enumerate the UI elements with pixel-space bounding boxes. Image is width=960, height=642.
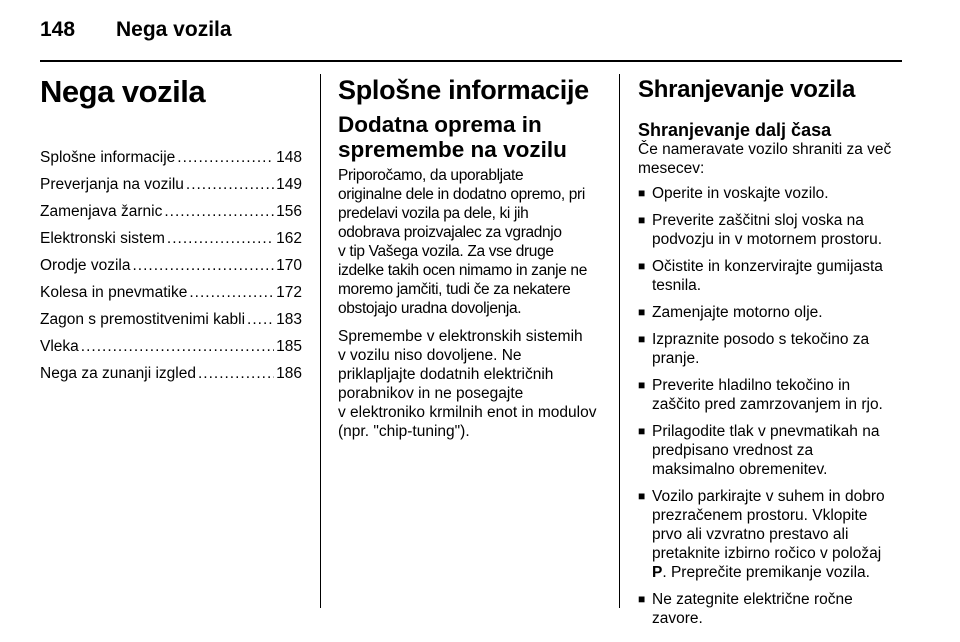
checklist-item <box>638 487 904 582</box>
text-line: podvozju in v motornem prostoru. <box>652 231 883 248</box>
general-info-column <box>338 74 604 450</box>
text-line: Priporočamo, da uporabljate <box>338 167 524 184</box>
text-line: pretaknite izbirno ročico v položaj <box>652 545 882 562</box>
toc-leader <box>164 202 274 221</box>
toc-page-number: 148 <box>276 149 302 166</box>
checklist-item <box>638 590 904 628</box>
text-line: v elektroniko krmilnih enot in modulov <box>338 404 597 421</box>
checklist-item <box>638 303 904 322</box>
toc-leader <box>189 283 274 302</box>
bullet-square-icon: ■ <box>638 186 646 200</box>
gear-position-label: P <box>652 564 663 581</box>
toc-label: Vleka <box>40 338 79 355</box>
bullet-square-icon: ■ <box>638 489 646 503</box>
text-line: v tip Vašega vozila. Za vse druge <box>338 243 554 260</box>
toc-page-number: 183 <box>276 311 302 328</box>
toc-label: Zagon s premostitvenimi kabli <box>40 311 246 328</box>
checklist-item <box>638 422 904 479</box>
text-line: priklapljajte dodatnih električnih <box>338 366 554 383</box>
column-divider-2 <box>619 74 620 608</box>
toc-page-number: 162 <box>276 230 302 247</box>
toc-leader <box>167 229 274 248</box>
checklist-item <box>638 376 904 414</box>
text-line: . Preprečite premikanje vozila. <box>662 564 870 581</box>
toc-label: Preverjanja na vozilu <box>40 176 184 193</box>
storage-column <box>638 74 904 636</box>
text-line: moremo jamčiti, tudi če za nekatere <box>338 281 571 298</box>
chapter-column <box>40 74 302 391</box>
paragraph-accessories <box>338 166 604 318</box>
toc-leader <box>198 364 274 383</box>
toc-leader <box>177 148 274 167</box>
text-line: Ne zategnite električne ročne <box>652 591 853 608</box>
text-line: zaščito pred zamrzovanjem in rjo. <box>652 396 883 413</box>
paragraph-electronics <box>338 327 604 441</box>
text-line: Preverite hladilno tekočino in <box>652 377 851 394</box>
toc-label: Orodje vozila <box>40 257 131 274</box>
section-title: Splošne informacije <box>338 75 589 105</box>
checklist-item <box>638 257 904 295</box>
text-line: zavore. <box>652 610 703 627</box>
running-title: Nega vozila <box>116 18 232 41</box>
toc-leader <box>247 310 274 329</box>
chapter-title: Nega vozila <box>40 74 206 109</box>
toc-label: Nega za zunanji izgled <box>40 365 196 382</box>
toc-page-number: 185 <box>276 338 302 355</box>
text-line: Spremembe v elektronskih sistemih <box>338 328 583 345</box>
text-line: izdelke takih ocen nimamo in zanje ne <box>338 262 587 279</box>
toc-entry[interactable] <box>40 337 302 356</box>
text-line: v vozilu niso dovoljene. Ne <box>338 347 522 364</box>
header-rule <box>40 60 902 62</box>
page-number: 148 <box>40 18 76 41</box>
toc-page-number: 172 <box>276 284 302 301</box>
text-line: Operite in voskajte vozilo. <box>652 185 829 202</box>
text-line: predpisano vrednost za <box>652 442 814 459</box>
text-line: predelavi vozila pa dele, ki jih <box>338 205 529 222</box>
bullet-square-icon: ■ <box>638 213 646 227</box>
checklist-item <box>638 211 904 249</box>
toc-entry[interactable] <box>40 310 302 329</box>
text-line: obstojajo uradna dovoljenja. <box>338 300 522 317</box>
toc-entry[interactable] <box>40 148 302 167</box>
toc-label: Kolesa in pnevmatike <box>40 284 188 301</box>
bullet-square-icon: ■ <box>638 332 646 346</box>
text-line: Vozilo parkirajte v suhem in dobro <box>652 488 885 505</box>
text-line: Prilagodite tlak v pnevmatikah na <box>652 423 880 440</box>
text-line: (npr. "chip-tuning"). <box>338 423 470 440</box>
toc-leader <box>186 175 274 194</box>
bullet-square-icon: ■ <box>638 424 646 438</box>
text-line: mesecev: <box>638 160 705 177</box>
text-line: Preverite zaščitni sloj voska na <box>652 212 864 229</box>
toc-entry[interactable] <box>40 256 302 275</box>
column-divider-1 <box>320 74 321 608</box>
text-line: Če nameravate vozilo shraniti za več <box>638 141 892 158</box>
storage-intro <box>638 140 904 178</box>
toc-leader <box>81 337 274 356</box>
bullet-square-icon: ■ <box>638 378 646 392</box>
text-line: Očistite in konzervirajte gumijasta <box>652 258 883 275</box>
bullet-square-icon: ■ <box>638 305 646 319</box>
toc-entry[interactable] <box>40 229 302 248</box>
toc-page-number: 170 <box>276 257 302 274</box>
toc-entry[interactable] <box>40 175 302 194</box>
checklist-item <box>638 184 904 203</box>
toc-entry[interactable] <box>40 202 302 221</box>
toc-page-number: 186 <box>276 365 302 382</box>
toc-page-number: 156 <box>276 203 302 220</box>
checklist-item <box>638 330 904 368</box>
text-line: tesnila. <box>652 277 702 294</box>
text-line: Zamenjajte motorno olje. <box>652 304 823 321</box>
text-line: odobrava proizvajalec za vgradnjo <box>338 224 562 241</box>
section-title-storage: Shranjevanje vozila <box>638 76 856 103</box>
text-line: porabnikov in ne posegajte <box>338 385 524 402</box>
toc-leader <box>132 256 274 275</box>
text-line: pranje. <box>652 350 700 367</box>
bullet-square-icon: ■ <box>638 592 646 606</box>
table-of-contents <box>40 148 302 383</box>
toc-entry[interactable] <box>40 364 302 383</box>
text-line: prvo ali vzvratno prestavo ali <box>652 526 849 543</box>
bullet-square-icon: ■ <box>638 259 646 273</box>
toc-entry[interactable] <box>40 283 302 302</box>
toc-label: Splošne informacije <box>40 149 176 166</box>
text-line: originalne dele in dodatno opremo, pri <box>338 186 585 203</box>
text-line: prezračenem prostoru. Vklopite <box>652 507 868 524</box>
text-line: maksimalno obremenitev. <box>652 461 828 478</box>
page-header <box>40 18 902 58</box>
toc-page-number: 149 <box>276 176 302 193</box>
section-subtitle: Dodatna oprema in spremembe na vozilu <box>338 112 567 162</box>
toc-label: Zamenjava žarnic <box>40 203 163 220</box>
text-line: Izpraznite posodo s tekočino za <box>652 331 870 348</box>
toc-label: Elektronski sistem <box>40 230 165 247</box>
subsection-title: Shranjevanje dalj časa <box>638 120 832 140</box>
storage-checklist <box>638 184 904 628</box>
